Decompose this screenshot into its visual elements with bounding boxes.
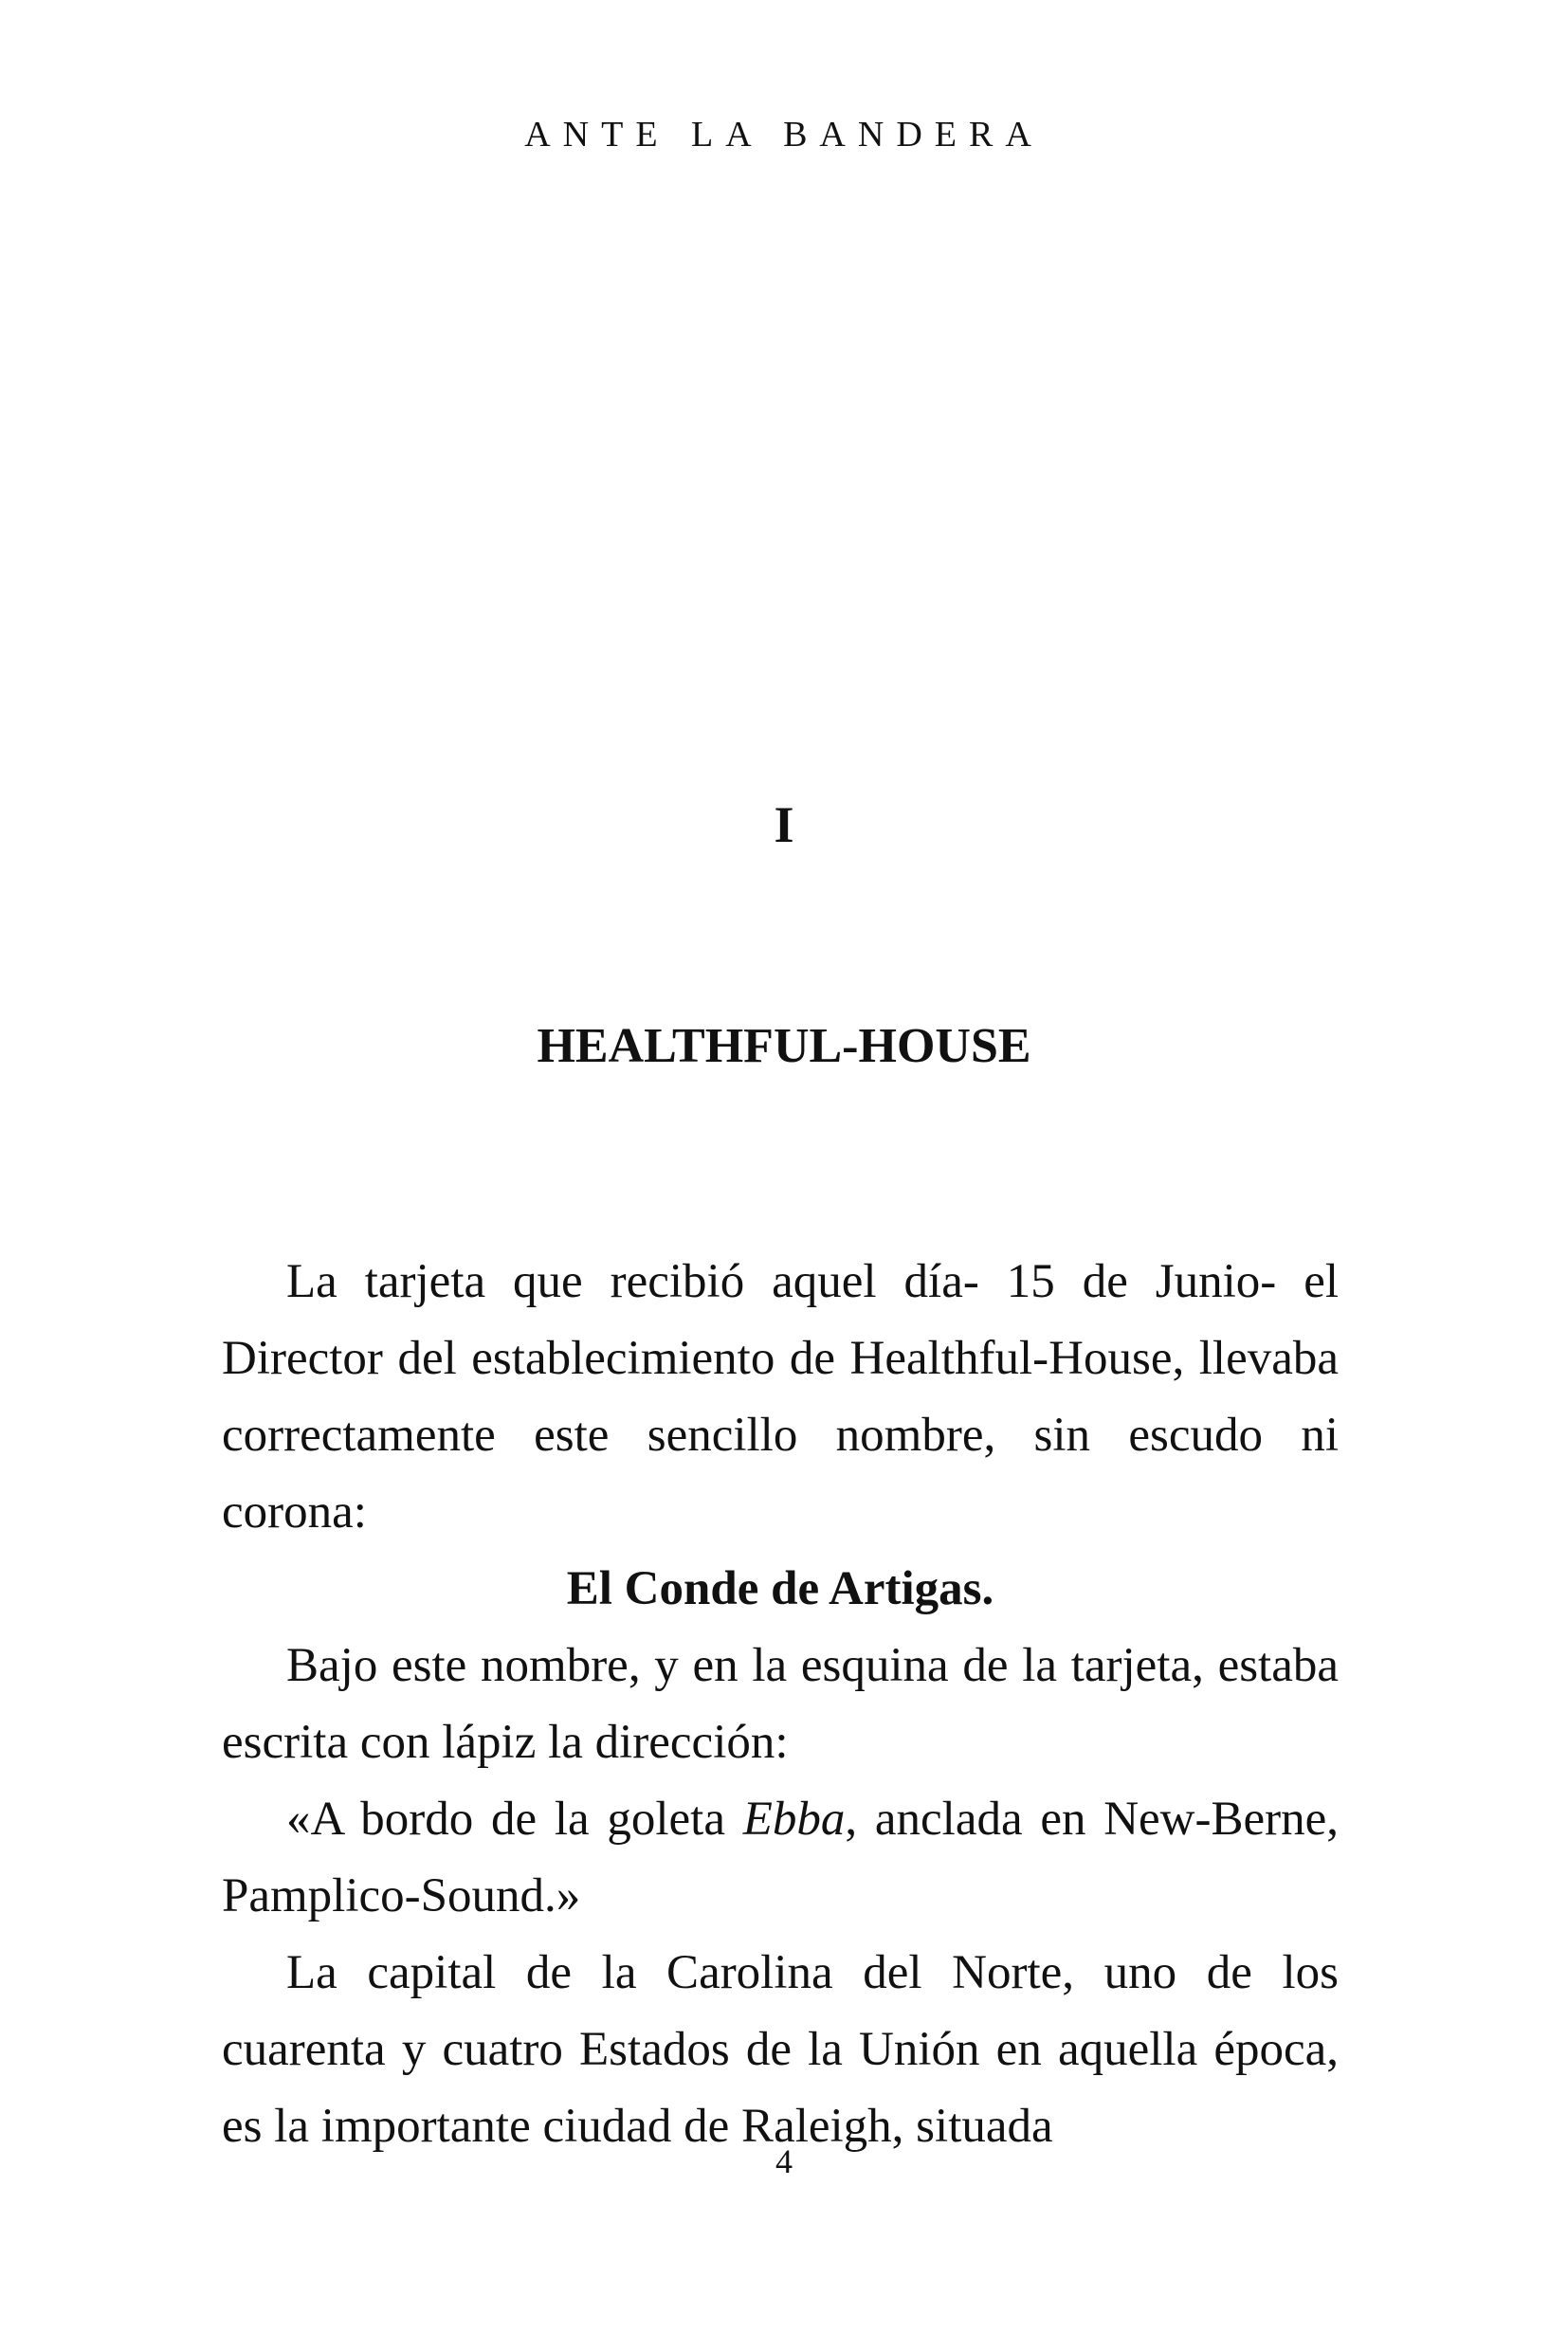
- address-text-start: «A bordo de la goleta: [286, 1793, 743, 1846]
- body-text: [222, 1244, 1339, 2165]
- chapter-title: HEALTHFUL-HOUSE: [537, 1019, 1031, 1073]
- paragraph-4: [222, 1781, 1339, 1935]
- card-name-line: El Conde de Artigas.: [566, 1562, 994, 1615]
- paragraph-3: Bajo este nombre, y en la esquina de la tarjeta, estaba escrita con lápiz la dirección:: [222, 1639, 1339, 1769]
- chapter-number: I: [774, 796, 794, 853]
- page-number: 4: [775, 2142, 793, 2180]
- ship-name: Ebba: [742, 1793, 846, 1846]
- address-text-end: , anclada en New-Berne, Pamplico-Sound.»: [222, 1793, 1339, 1922]
- paragraph-1: La tarjeta que recibió aquel día- 15 de Junio- el Director del establecimiento de Healthful-House, llevaba correctamente este sencillo nombre, sin escudo ni corona:: [222, 1255, 1339, 1539]
- paragraph-5: La capital de la Carolina del Norte, uno de los cuarenta y cuatro Estados de la Unión en aquella época, es la importante ciudad de Raleigh, situada: [222, 1946, 1339, 2153]
- running-header: ANTE LA BANDERA: [524, 115, 1044, 155]
